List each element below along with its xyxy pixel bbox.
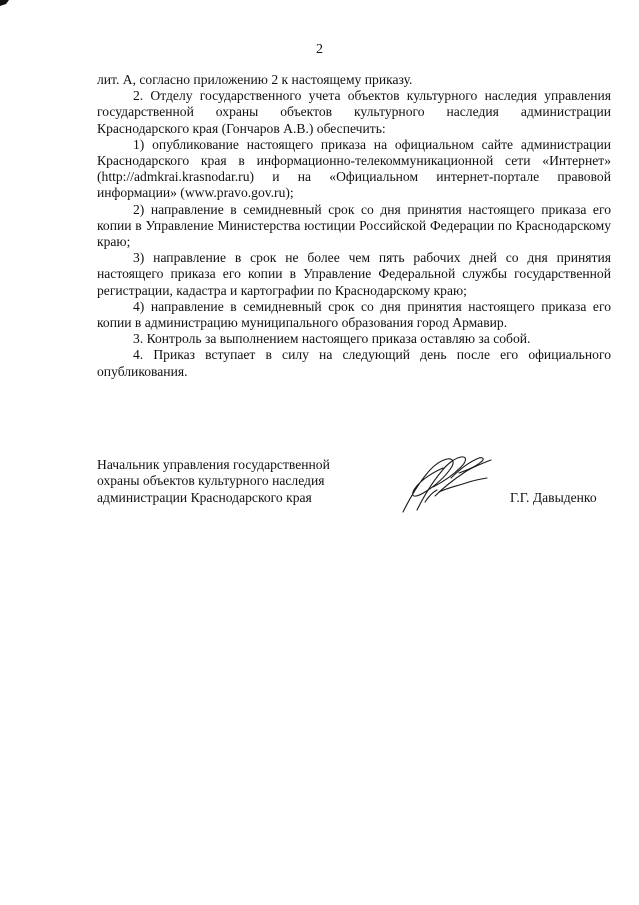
signatory-position-line: Начальник управления государственной [97, 457, 330, 472]
paragraph-item-2: 2. Отделу государственного учета объектов культурного наследия управления государственной охраны объектов культурного наследия администрации Краснодарского края (Гончаров А.В.) обеспечить: [97, 88, 611, 136]
paragraph-item-4: 4. Приказ вступает в силу на следующий день после его официального опубликования. [97, 347, 611, 379]
paragraph-item-3: 3. Контроль за выполнением настоящего приказа оставляю за собой. [133, 331, 531, 347]
order-body [97, 72, 611, 380]
paragraph-continuation: лит. А, согласно приложению 2 к настоящему приказу. [97, 72, 413, 87]
paragraph-subitem-2: 2) направление в семидневный срок со дня принятия настоящего приказа его копии в Управление Министерства юстиции Российской Федерации по Краснодарскому краю; [97, 201, 611, 250]
paragraph-subitem-4: 4) направление в семидневный срок со дня принятия настоящего приказа его копии в администрацию муниципального образования город Армавир. [97, 298, 611, 331]
signatory-position-line: администрации Краснодарского края [97, 489, 312, 505]
paragraph-subitem-1: 1) опубликование настоящего приказа на официальном сайте администрации Краснодарского края в информационно-телекоммуникационной сети «Интернет» (http://admkrai.krasnodar.ru) и на «Официальном интернет-портале правовой информации» (www.pravo.gov.ru); [97, 136, 611, 201]
signatory-position [97, 457, 377, 506]
signatory-position-line: охраны объектов культурного наследия [97, 473, 325, 489]
handwritten-signature [395, 452, 495, 516]
signatory-name: Г.Г. Давыденко [510, 490, 597, 505]
page-number: 2 [316, 42, 323, 57]
paragraph-subitem-3: 3) направление в срок не более чем пять рабочих дней со дня принятия настоящего приказа его копии в Управление Федеральной службы государственной регистрации, кадастра и картографии по Краснодарскому краю; [97, 250, 611, 298]
scan-edge-mark [0, 0, 20, 20]
